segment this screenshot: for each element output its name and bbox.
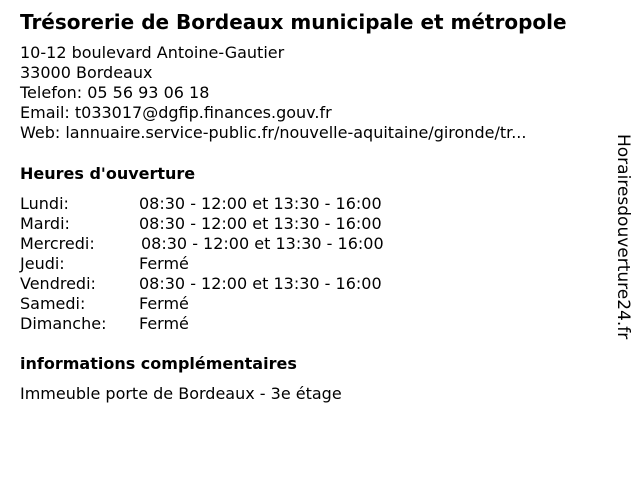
info-heading: informations complémentaires (20, 354, 297, 373)
day-hours: Fermé (139, 314, 189, 333)
day-label: Vendredi: (20, 274, 96, 293)
day-hours: 08:30 - 12:00 et 13:30 - 16:00 (139, 214, 382, 233)
hours-row-dimanche (20, 314, 440, 334)
contact-block (20, 43, 526, 143)
hours-row-mercredi (20, 234, 440, 254)
email-line: Email: t033017@dgfip.finances.gouv.fr (20, 103, 332, 122)
hours-row-lundi (20, 194, 440, 214)
day-hours: 08:30 - 12:00 et 13:30 - 16:00 (139, 194, 382, 213)
watermark (612, 134, 634, 374)
hours-heading: Heures d'ouverture (20, 164, 196, 183)
day-hours: 08:30 - 12:00 et 13:30 - 16:00 (139, 274, 382, 293)
hours-row-vendredi (20, 274, 440, 294)
day-hours: Fermé (139, 294, 189, 313)
web-line: Web: lannuaire.service-public.fr/nouvelle-aquitaine/gironde/tr... (20, 123, 527, 142)
page-title: Trésorerie de Bordeaux municipale et métropole (20, 10, 567, 34)
day-label: Dimanche: (20, 314, 107, 333)
hours-row-mardi (20, 214, 440, 234)
day-hours: Fermé (139, 254, 189, 273)
hours-table (20, 194, 440, 334)
hours-row-samedi (20, 294, 440, 314)
day-label: Lundi: (20, 194, 69, 213)
address-line-city: 33000 Bordeaux (20, 63, 153, 82)
day-label: Mercredi: (20, 234, 95, 253)
address-line-street: 10-12 boulevard Antoine-Gautier (20, 43, 285, 62)
info-text: Immeuble porte de Bordeaux - 3e étage (20, 384, 342, 403)
day-hours: 08:30 - 12:00 et 13:30 - 16:00 (141, 234, 384, 253)
day-label: Jeudi: (20, 254, 65, 273)
phone-line: Telefon: 05 56 93 06 18 (20, 83, 210, 102)
day-label: Mardi: (20, 214, 70, 233)
watermark-text: Horairesdouverture24.fr (613, 134, 633, 340)
day-label: Samedi: (20, 294, 86, 313)
hours-row-jeudi (20, 254, 440, 274)
